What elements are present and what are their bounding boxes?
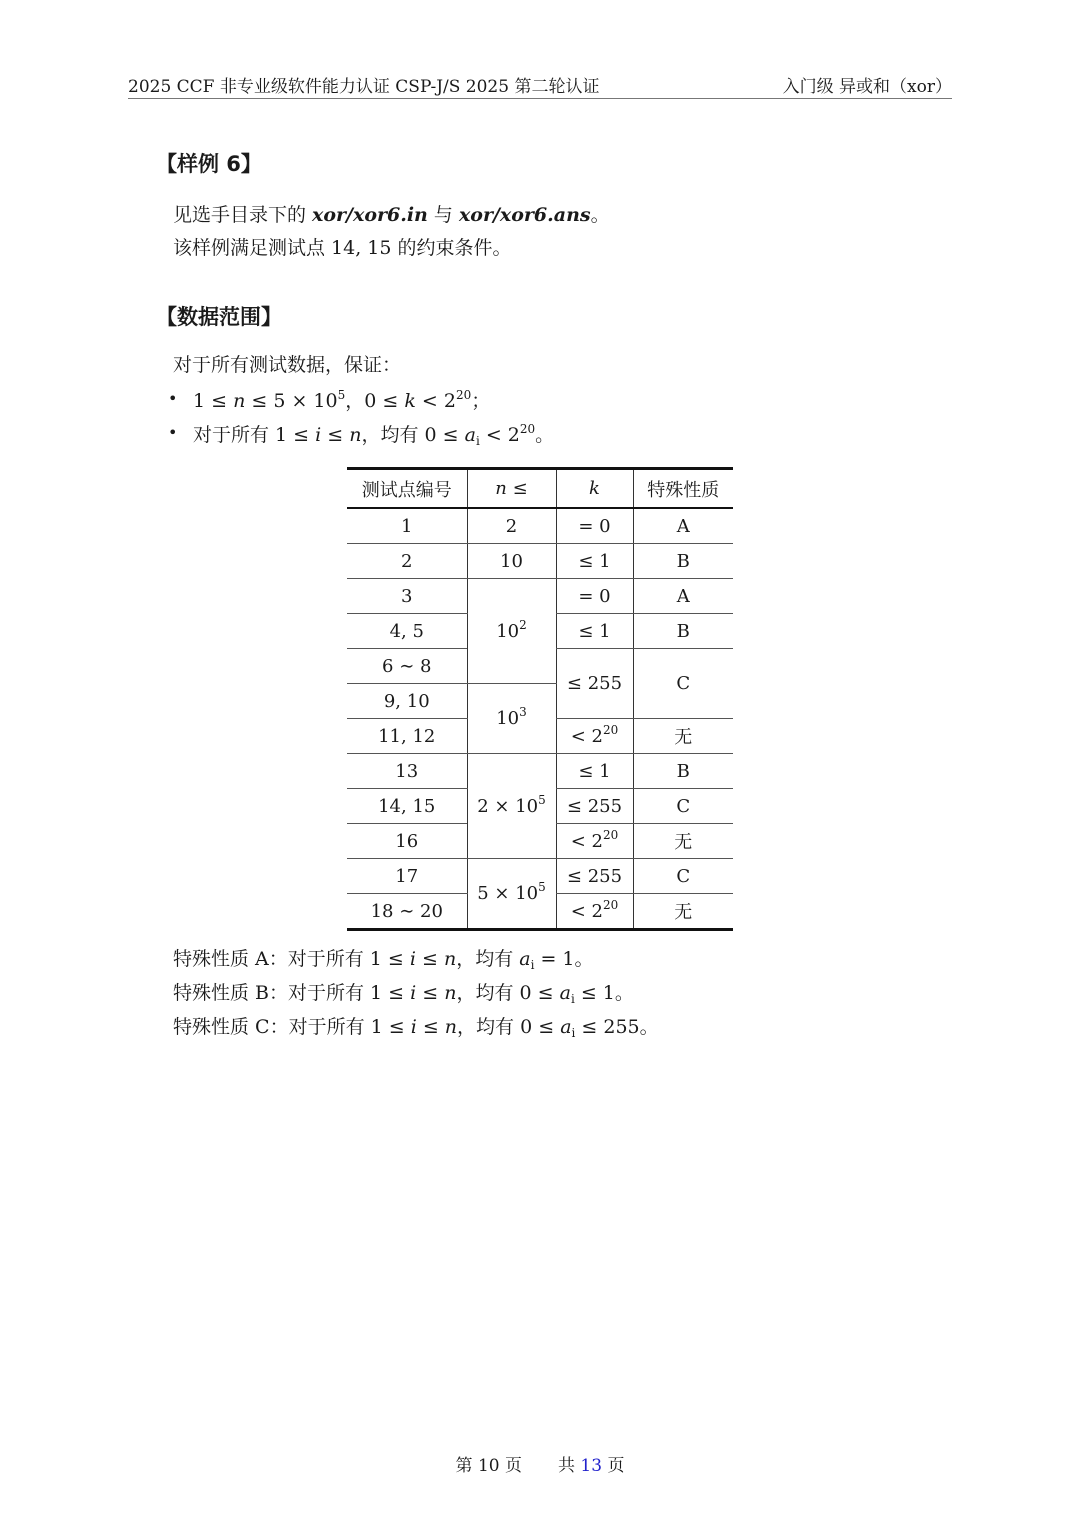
table-cell: B — [633, 544, 733, 579]
property-a-line — [173, 944, 594, 971]
column-header: 测试点编号 — [347, 469, 467, 509]
table-cell: C — [633, 859, 733, 894]
footer-text: 10 — [477, 1456, 500, 1476]
table-cell: ≤ 255 — [556, 789, 633, 824]
math-var: n — [444, 1016, 458, 1038]
table-cell: 2 — [467, 508, 556, 544]
table-cell — [467, 859, 556, 930]
table-cell: = 0 — [556, 579, 633, 614]
table-cell: 无 — [633, 894, 733, 930]
math-text: 1 ≤ — [193, 390, 234, 412]
math-var: k — [589, 478, 600, 499]
table-cell: 9, 10 — [347, 684, 467, 719]
table-cell: 3 — [347, 579, 467, 614]
math-text: ≤ 255。 — [575, 1016, 659, 1038]
math-text: < 2 — [570, 900, 603, 922]
math-text: ，均有 — [456, 948, 520, 970]
math-sub: i — [475, 434, 480, 448]
table-cell: A — [633, 508, 733, 544]
footer-text: 页 — [602, 1456, 625, 1476]
total-pages — [558, 1456, 624, 1476]
math-sub: i — [530, 958, 535, 972]
table-row — [347, 579, 733, 614]
math-text: ≤ — [415, 948, 444, 970]
footer-text: 第 — [455, 1456, 478, 1476]
math-exp: 20 — [455, 388, 472, 402]
table-cell: 16 — [347, 824, 467, 859]
table-cell: 11, 12 — [347, 719, 467, 754]
math-text: 10 — [496, 708, 520, 729]
data-range-heading: 【数据范围】 — [156, 305, 282, 329]
math-sub: i — [570, 992, 575, 1006]
table-cell: B — [633, 754, 733, 789]
math-text: ≤ — [416, 982, 445, 1004]
math-text: ≤ — [416, 1016, 445, 1038]
math-text: 2 × 10 — [477, 795, 539, 817]
math-var: n — [444, 982, 457, 1004]
page-number — [456, 1456, 522, 1476]
table-row — [347, 754, 733, 789]
sample6-heading: 【样例 6】 — [156, 152, 262, 176]
property-b-line — [173, 978, 634, 1005]
math-exp: 2 — [519, 617, 527, 632]
math-var: a — [560, 1016, 572, 1038]
table-cell: 13 — [347, 754, 467, 789]
math-var: i — [315, 424, 322, 446]
math-exp: 20 — [602, 827, 619, 842]
math-var: i — [410, 1016, 417, 1038]
table-row — [347, 508, 733, 544]
math-sub: i — [571, 1026, 576, 1040]
table-cell: C — [633, 789, 733, 824]
table-cell: 6 ∼ 8 — [347, 649, 467, 684]
sample6-text: 见选手目录下的 — [173, 204, 313, 226]
table-cell: B — [633, 614, 733, 649]
table-cell: 17 — [347, 859, 467, 894]
math-text: < 2 — [415, 390, 456, 412]
math-var: a — [464, 424, 476, 446]
math-text: 。 — [535, 424, 555, 446]
table-cell — [467, 579, 556, 684]
table-cell — [556, 894, 633, 930]
sample6-text: 与 — [427, 204, 459, 226]
footer-text: 页 — [499, 1456, 522, 1476]
math-text: 特殊性质 B：对于所有 1 ≤ — [173, 982, 411, 1004]
test-constraints-table — [347, 467, 733, 931]
math-var: k — [404, 390, 416, 412]
table-cell: C — [633, 649, 733, 719]
property-c-line — [173, 1012, 659, 1039]
table-cell — [556, 824, 633, 859]
header-right-title: 入门级 异或和（xor） — [782, 77, 952, 97]
math-text: ，均有 0 ≤ — [456, 982, 560, 1004]
math-text: ≤ 1。 — [574, 982, 634, 1004]
table-cell: ≤ 1 — [556, 614, 633, 649]
math-exp: 3 — [519, 705, 527, 719]
constraint-bullet-2 — [193, 420, 554, 447]
math-text: < 2 — [570, 830, 603, 852]
table-cell: ≤ 1 — [556, 544, 633, 579]
math-var: i — [409, 948, 416, 970]
table-row — [347, 544, 733, 579]
math-text: = 1。 — [534, 948, 594, 970]
math-var: n — [443, 948, 457, 970]
constraint-bullet-1 — [193, 386, 490, 413]
math-text: ，均有 0 ≤ — [457, 1016, 561, 1038]
math-text: 特殊性质 C：对于所有 1 ≤ — [173, 1016, 411, 1038]
table-cell: 1 — [347, 508, 467, 544]
math-exp: 20 — [602, 722, 619, 737]
math-text: ≤ 5 × 10 — [245, 390, 338, 412]
total-pages-link[interactable]: 13 — [580, 1456, 603, 1476]
column-header — [556, 469, 633, 509]
math-text: 10 — [496, 620, 520, 642]
bullet-icon: • — [168, 389, 178, 408]
math-text: < 2 — [570, 725, 603, 747]
table-cell: ≤ 255 — [556, 649, 633, 719]
math-var: n — [349, 424, 362, 446]
column-header: 特殊性质 — [633, 469, 733, 509]
table-cell: 4, 5 — [347, 614, 467, 649]
math-text: 特殊性质 A：对于所有 1 ≤ — [173, 948, 410, 970]
math-text: 5 × 10 — [477, 883, 539, 904]
math-var: a — [559, 982, 571, 1004]
file-in-name: xor/xor6.in — [312, 204, 428, 226]
table-cell — [467, 684, 556, 754]
column-header — [467, 469, 556, 509]
math-var: i — [410, 982, 417, 1004]
math-text: ，0 ≤ — [345, 390, 405, 412]
math-var: n — [233, 390, 246, 412]
file-ans-name: xor/xor6.ans — [458, 204, 591, 226]
math-text: < 2 — [479, 424, 520, 446]
math-exp: 5 — [337, 388, 346, 402]
math-var: a — [519, 948, 531, 970]
page-footer — [0, 1451, 1080, 1476]
math-exp: 5 — [538, 880, 546, 894]
sample6-line1 — [173, 200, 610, 227]
math-text: ≤ — [321, 424, 350, 446]
data-range-intro: 对于所有测试数据，保证： — [173, 354, 402, 376]
table-cell — [467, 754, 556, 859]
table-cell: 14, 15 — [347, 789, 467, 824]
math-text: ； — [471, 390, 491, 412]
bullet-icon: • — [168, 423, 178, 442]
sample6-text: 。 — [590, 204, 610, 226]
table-cell — [556, 719, 633, 754]
header-left-title: 2025 CCF 非专业级软件能力认证 CSP-J/S 2025 第二轮认证 — [128, 77, 600, 97]
table-cell: 2 — [347, 544, 467, 579]
table-cell: = 0 — [556, 508, 633, 544]
table-cell: 10 — [467, 544, 556, 579]
sample6-line2: 该样例满足测试点 14, 15 的约束条件。 — [173, 237, 512, 259]
math-text: ，均有 0 ≤ — [361, 424, 465, 446]
math-text: ≤ — [506, 478, 528, 499]
math-text: 对于所有 1 ≤ — [193, 424, 316, 446]
page-header — [128, 72, 952, 99]
table-cell: A — [633, 579, 733, 614]
math-exp: 20 — [602, 897, 619, 912]
math-exp: 20 — [519, 422, 536, 436]
table-cell: 无 — [633, 719, 733, 754]
math-var: n — [495, 478, 507, 499]
table-row — [347, 859, 733, 894]
table-cell: 18 ∼ 20 — [347, 894, 467, 930]
table-cell: ≤ 255 — [556, 859, 633, 894]
table-cell: 无 — [633, 824, 733, 859]
footer-text: 共 — [558, 1456, 581, 1476]
table-header-row — [347, 469, 733, 509]
table-cell: ≤ 1 — [556, 754, 633, 789]
math-exp: 5 — [538, 792, 546, 807]
